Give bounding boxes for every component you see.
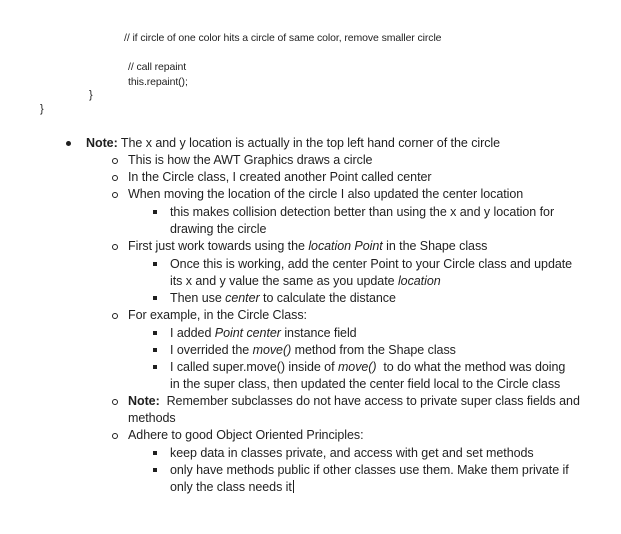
note-item-3-sub-1: Then use center to calculate the distance bbox=[170, 291, 396, 305]
note-item-4-sub-2-line2: in the super class, then updated the center field local to the Circle class bbox=[170, 377, 561, 391]
bullet-circle bbox=[112, 244, 118, 250]
bullet-circle bbox=[112, 433, 118, 439]
note-item-6-sub-1-line2[interactable]: only the class needs it bbox=[170, 480, 292, 494]
bullet-circle bbox=[112, 175, 118, 181]
note-item-4-sub-0: I added Point center instance field bbox=[170, 326, 357, 340]
note-item-3-sub-0-line2: its x and y value the same as you update location bbox=[170, 274, 441, 288]
bullet-square bbox=[153, 348, 157, 352]
note-item-1: In the Circle class, I created another Point called center bbox=[128, 170, 432, 184]
note-heading: Note: The x and y location is actually in the top left hand corner of the circle bbox=[86, 136, 501, 150]
note-item-2-sub-0-line2: drawing the circle bbox=[170, 222, 267, 236]
code-outer-brace: } bbox=[40, 103, 44, 115]
note-item-0: This is how the AWT Graphics draws a circle bbox=[128, 153, 373, 167]
note-item-5-line1: Note: Remember subclasses do not have access to private super class fields and bbox=[128, 394, 580, 408]
bullet-square bbox=[153, 262, 157, 266]
bullet-square bbox=[153, 296, 157, 300]
note-item-4-sub-2-line1: I called super.move() inside of move() to do what the method was doing bbox=[170, 360, 566, 374]
note-item-6: Adhere to good Object Oriented Principles: bbox=[128, 428, 364, 442]
note-item-5-line2: methods bbox=[128, 411, 176, 425]
bullet-circle bbox=[112, 313, 118, 319]
note-item-4: For example, in the Circle Class: bbox=[128, 308, 307, 322]
bullet-square bbox=[153, 365, 157, 369]
note-item-2-sub-0-line1: this makes collision detection better than using the x and y location for bbox=[170, 205, 555, 219]
code-comment-collision: // if circle of one color hits a circle of same color, remove smaller circle bbox=[124, 32, 442, 44]
code-comment-repaint: // call repaint bbox=[128, 61, 187, 73]
note-item-6-sub-1-line1: only have methods public if other classes use them. Make them private if bbox=[170, 463, 569, 477]
bullet-square bbox=[153, 331, 157, 335]
bullet-circle bbox=[112, 192, 118, 198]
code-inner-brace: } bbox=[89, 89, 93, 101]
note-item-4-sub-1: I overrided the move() method from the Shape class bbox=[170, 343, 456, 357]
bullet-square bbox=[153, 468, 157, 472]
note-item-3: First just work towards using the location Point in the Shape class bbox=[128, 239, 488, 253]
bullet-square bbox=[153, 210, 157, 214]
note-item-3-sub-0-line1: Once this is working, add the center Point to your Circle class and update bbox=[170, 257, 573, 271]
note-item-2: When moving the location of the circle I also updated the center location bbox=[128, 187, 524, 201]
code-repaint-call: this.repaint(); bbox=[128, 76, 188, 88]
bullet-circle bbox=[112, 399, 118, 405]
bullet-circle bbox=[112, 158, 118, 164]
bullet-square bbox=[153, 451, 157, 455]
bullet-disc bbox=[66, 141, 71, 146]
note-item-6-sub-0: keep data in classes private, and access with get and set methods bbox=[170, 446, 534, 460]
text-cursor bbox=[293, 480, 294, 493]
